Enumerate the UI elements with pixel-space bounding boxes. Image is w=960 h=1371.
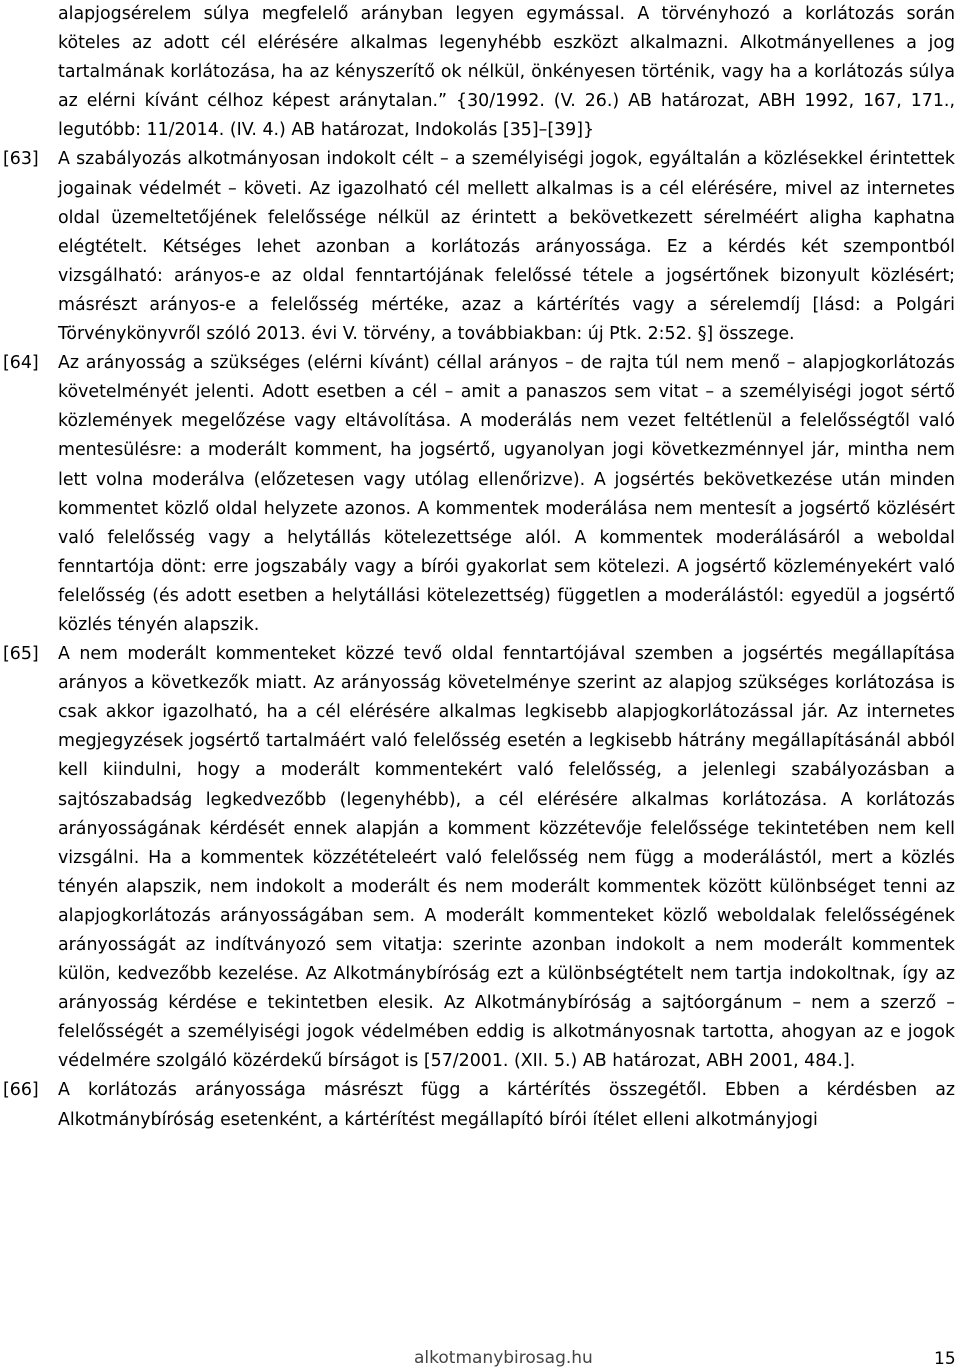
footer-site-link[interactable]: alkotmanybirosag.hu [414, 1348, 593, 1368]
paragraph-64 [0, 349, 960, 640]
page-number: 15 [934, 1349, 956, 1369]
paragraph-number: [66] [3, 1080, 39, 1101]
paragraph-63 [0, 145, 960, 349]
paragraph-text: A szabályozás alkotmányosan indokolt célt – a személyiségi jogok, egyáltalán a közlésekkel érintettek jogainak védelmét – követi. Az igazolható cél mellett alkalmas is a cél elérésére, mivel az internetes oldal üzemeltetőjének felelőssége nélkül az érintett a bekövetkezett sérelméért aligha kaphatna elégtételt. Kétséges lehet azonban a korlátozás arányossága. Ez a kérdés két szempontból vizsgálható: arányos-e az oldal fenntartójának felelőssé tétele a jogsértőnek bizonyult közlésért; másrészt arányos-e a felelősség mértéke, azaz a kártérítés vagy a sérelemdíj [lásd: a Polgári Törvénykönyvről szóló 2013. évi V. törvény, a továbbiakban: új Ptk. 2:52. §] összege. [58, 149, 955, 345]
paragraph-number: [64] [3, 353, 39, 374]
paragraph-number: [63] [3, 149, 39, 170]
paragraph-66 [0, 1076, 960, 1134]
paragraph-text: A korlátozás arányossága másrészt függ a kártérítés összegétől. Ebben a kérdésben az Alkotmánybíróság esetenként, a kártérítést megállapító bírói ítélet elleni alkotmányjogi [58, 1080, 955, 1130]
paragraph-number: [65] [3, 644, 39, 665]
paragraph-text: A nem moderált kommenteket közzé tevő oldal fenntartójával szemben a jogsértés megállapítása arányos a következők miatt. Az arányosság követelménye szerint az alapjog szükséges korlátozása is csak akkor igazolható, ha a cél elérésére alkalmas legkisebb alapjogkorlátozással jár. Az internetes megjegyzések jogsértő tartalmáért való felelősség esetén a legkisebb hátrány megállapításánál abból kell kiindulni, hogy a moderált kommentekért való felelősség, a jelenlegi szabályozásban a sajtószabadság legkedvezőbb (legenyhébb), a cél elérésére alkalmas korlátozása. A korlátozás arányosságának kérdését ennek alapján a komment közzétevője felelőssége tekintetében nem kell vizsgálni. Ha a kommentek közzétételeért való felelősség nem függ a moderálástól, mert a közlés tényén alapszik, nem indokolt a moderált és nem moderált kommentek között különbséget tenni az alapjogkorlátozás arányosságában sem. A moderált kommenteket közlő weboldalak felelősségének arányosságát az indítványozó sem vitatja: szerinte azonban indokolt a nem moderált kommentek külön, kedvezőbb kezelése. Az Alkotmánybíróság ezt a különbségtételt nem tartja indokoltnak, így az arányosság kérdése e tekintetben elesik. Az Alkotmánybíróság a sajtóorgánum – nem a szerző – felelősségét a személyiségi jogok védelmében eddig is alkotmányosnak tartotta, ahogyan az e jogok védelmére szolgáló közérdekű bírságot is [57/2001. (XII. 5.) AB határozat, ABH 2001, 484.]. [58, 644, 955, 1072]
page-footer [0, 1346, 960, 1371]
paragraph-text: Az arányosság a szükséges (elérni kívánt) céllal arányos – de rajta túl nem menő – alapjogkorlátozás követelményét jelenti. Adott esetben a cél – amit a panaszos sem vitat – a személyiségi jogot sértő közlemények megelőzése vagy eltávolítása. A moderálás nem vezet feltétlenül a felelősségtől való mentesülésre: a moderált komment, ha jogsértő, ugyanolyan jogi következménnyel jár, mintha nem lett volna moderálva (előzetesen vagy utólag ellenőrizve). A jogsértés bekövetkezése után minden kommentet közlő oldal helyzete azonos. A kommentek moderálása nem mentesít a jogsértő közlésért való felelősség vagy a helytállás kötelezettsége alól. A kommentek moderálásáról a weboldal fenntartója dönt: erre jogszabály vagy a bírói gyakorlat sem kötelezi. A jogsértő közleményekért való felelősség (és adott esetben a helytállási kötelezettség) független a moderálástól: egyedül a jogsértő közlés tényén alapszik. [58, 353, 955, 635]
intro-paragraph: alapjogsérelem súlya megfelelő arányban legyen egymással. A törvényhozó a korlátozás során köteles az adott cél elérésére alkalmas legenyhébb eszközt alkalmazni. Alkotmányellenes a jog tartalmának korlátozása, ha az kényszerítő ok nélkül, önkényesen történik, vagy ha a korlátozás súlya az elérni kívánt célhoz képest aránytalan.” {30/1992. (V. 26.) AB határozat, ABH 1992, 167, 171., legutóbb: 11/2014. (IV. 4.) AB határozat, Indokolás [35]–[39]} [58, 4, 955, 141]
paragraph-65 [0, 640, 960, 1076]
